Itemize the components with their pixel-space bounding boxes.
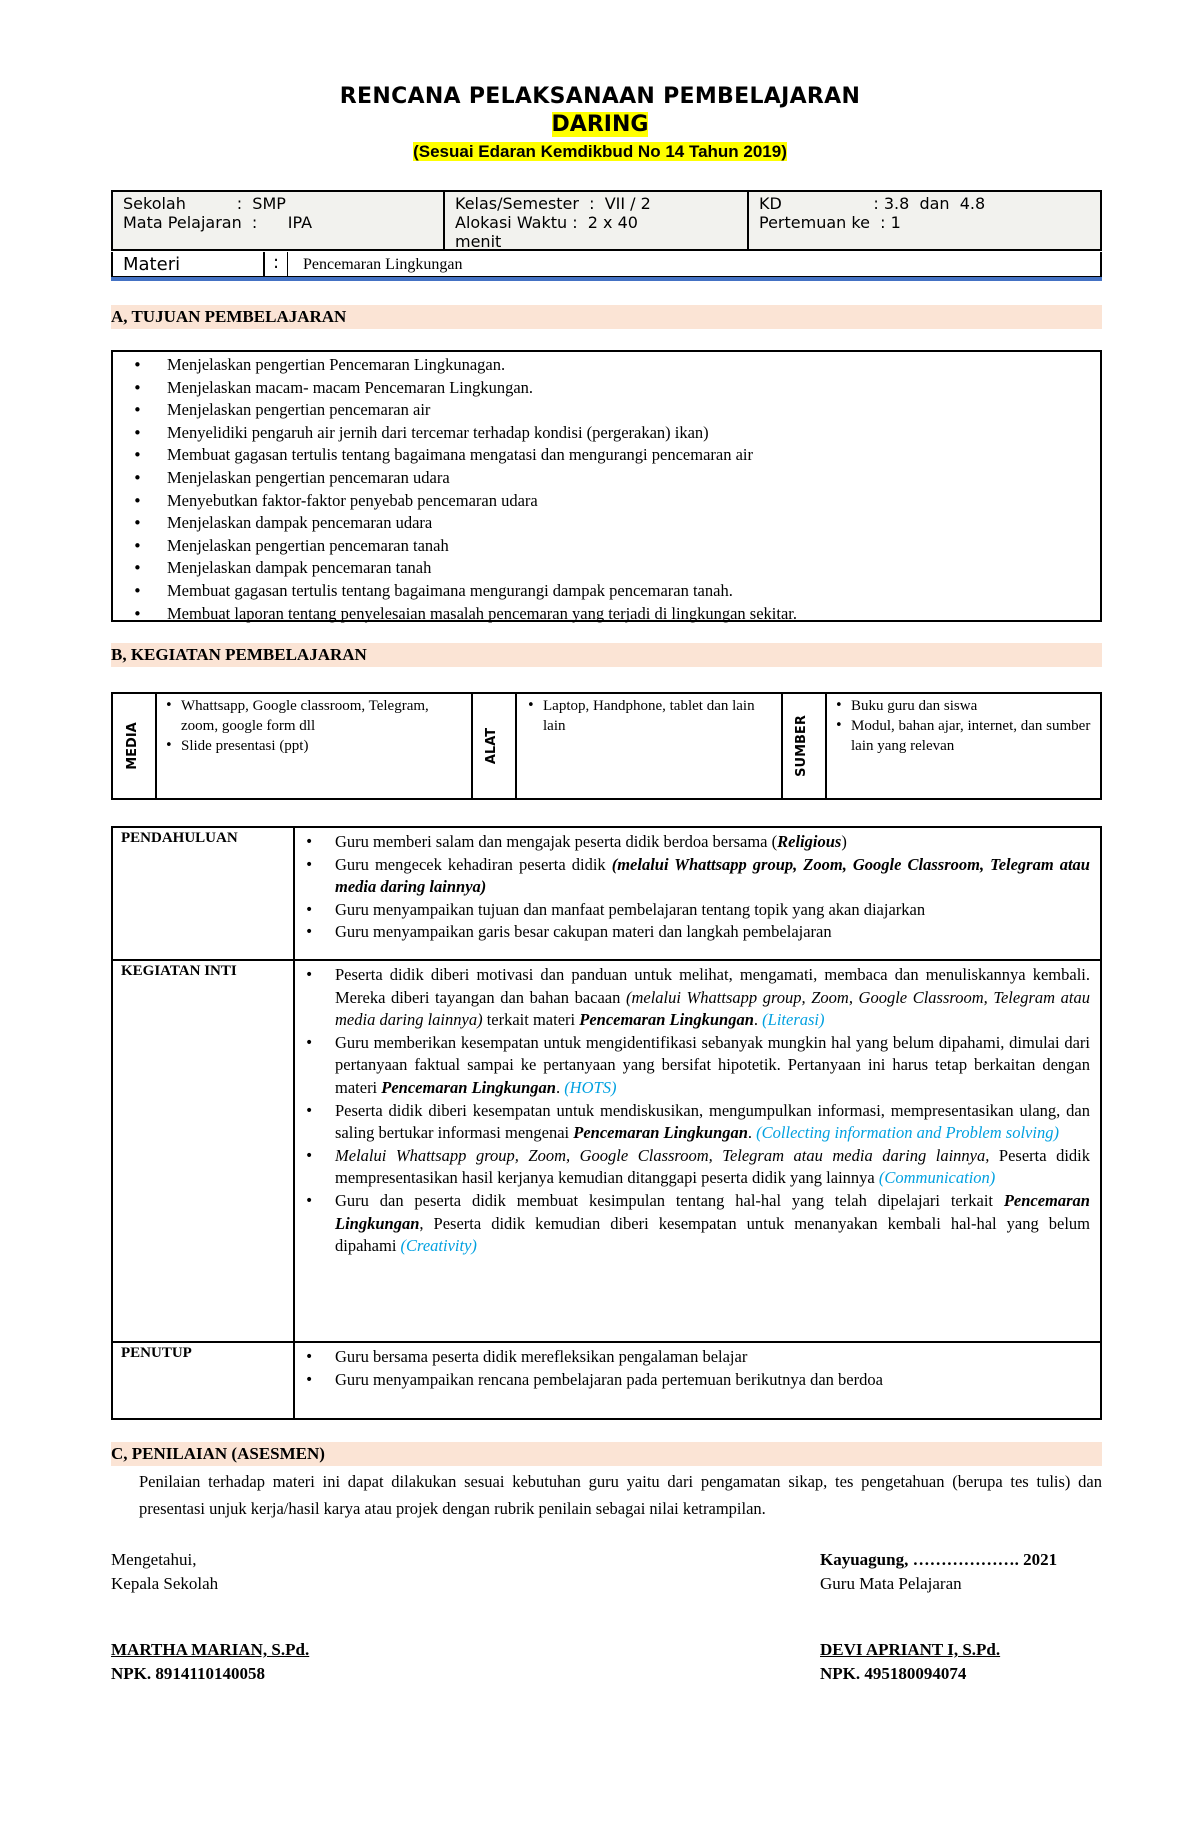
platform-note: Melalui Whattsapp group, Zoom, Google Classroom, Telegram atau media daring lainnya, <box>335 1145 990 1165</box>
kd-row: KD : 3.8 dan 4.8 <box>759 194 986 213</box>
media-box <box>111 692 1102 800</box>
alat-item: • Laptop, Handphone, tablet dan lain lain <box>523 696 773 736</box>
text: . <box>555 1077 565 1097</box>
text: . <box>753 1010 763 1030</box>
skill-tag: (Creativity) <box>400 1236 477 1256</box>
tujuan-item: • Menjelaskan macam- macam Pencemaran Lingkungan. <box>113 377 1100 400</box>
left-sign-line1: Mengetahui, <box>111 1550 197 1569</box>
text: Peserta didik mempresentasikan hasil kerjanya kemudian ditanggapi peserta didik yang lainnya <box>335 1145 1090 1188</box>
topic: Pencemaran Lingkungan <box>335 1190 1090 1233</box>
skill-tag: (Literasi) <box>762 1010 825 1030</box>
sumber-item: • Buku guru dan siswa <box>831 696 1093 716</box>
pendahuluan-item: • Guru menyampaikan tujuan dan manfaat pembelajaran tentang topik yang akan diajarkan <box>295 899 1090 922</box>
kelas-row: Kelas/Semester : VII / 2 <box>455 194 651 213</box>
media-label: MEDIA <box>125 722 140 770</box>
left-sign-line2: Kepala Sekolah <box>111 1574 219 1593</box>
section-c-heading: C, PENILAIAN (ASESMEN) <box>111 1442 1102 1466</box>
left-signature-block <box>111 1548 218 1596</box>
tujuan-item: • Menjelaskan dampak pencemaran udara <box>113 512 1100 535</box>
tujuan-item: • Menyelidiki pengaruh air jernih dari tercemar terhadap kondisi (pergerakan) ikan) <box>113 422 1100 445</box>
sekolah-row: Sekolah : SMP <box>123 194 286 213</box>
tujuan-item: • Menyebutkan faktor-faktor penyebab pencemaran udara <box>113 490 1100 513</box>
topic: Pencemaran Lingkungan <box>381 1077 556 1097</box>
document-title: RENCANA PELAKSANAAN PEMBELAJARAN <box>339 84 861 109</box>
penilaian-text: Penilaian terhadap materi ini dapat dilakukan sesuai kebutuhan guru yaitu dari pengamatan sikap, tes pengetahuan (berupa tes tulis) dan presentasi unjuk kerja/hasil karya atau projek dengan rubrik penilain sebagai nilai ketrampilan. <box>139 1472 1102 1518</box>
text: Guru mengecek kehadiran peserta didik <box>335 854 612 874</box>
tujuan-list <box>113 354 1100 625</box>
value-tag: Religious <box>777 832 842 851</box>
pendahuluan-list <box>295 831 1090 944</box>
identity-col-kd <box>747 192 1101 249</box>
inti-item <box>295 1032 1090 1100</box>
inti-label: KEGIATAN INTI <box>121 963 237 979</box>
tujuan-item: • Menjelaskan dampak pencemaran tanah <box>113 557 1100 580</box>
materi-underline <box>111 277 1102 281</box>
alat-label: ALAT <box>484 727 499 765</box>
tujuan-item: • Menjelaskan pengertian pencemaran air <box>113 399 1100 422</box>
platform-note: (melalui Whattsapp group, Zoom, Google Classroom, Telegram atau media daring lainnya) <box>335 854 1090 897</box>
document-mode <box>0 112 1200 137</box>
pendahuluan-item <box>295 854 1090 899</box>
sumber-label-cell <box>781 694 827 798</box>
penutup-label: PENUTUP <box>121 1345 192 1361</box>
pendahuluan-item: • Guru menyampaikan garis besar cakupan materi dan langkah pembelajaran <box>295 921 1090 944</box>
left-signer-npk: NPK. 8914110140058 <box>111 1664 265 1683</box>
text: terkait materi <box>482 1010 580 1030</box>
pendahuluan-label: PENDAHULUAN <box>121 830 238 846</box>
materi-value: Pencemaran Lingkungan <box>303 256 463 273</box>
inti-item <box>295 1145 1090 1190</box>
penutup-list <box>295 1346 1090 1391</box>
kegiatan-table <box>111 826 1102 1420</box>
document-subtitle <box>0 142 1200 162</box>
media-label-cell <box>113 694 157 798</box>
mode-highlight: DARING <box>551 112 649 137</box>
media-item: • Slide presentasi (ppt) <box>161 736 461 756</box>
left-signer-name: MARTHA MARIAN, S.Pd. <box>111 1640 310 1659</box>
materi-colon: : <box>263 252 288 276</box>
right-signature-block <box>820 1548 1057 1596</box>
inti-item <box>295 1190 1090 1258</box>
skill-tag: (Collecting information and Problem solving) <box>756 1123 1059 1143</box>
text: Guru memberikan kesempatan untuk mengidentifikasi sebanyak mungkin hal yang belum dipahami, dimulai dari pertanyaan faktual sampai ke pertanyaan yang bersifat hipotetik. Pertanyaan ini harus tetap berkaitan dengan materi <box>335 1032 1090 1097</box>
penutup-row <box>113 1343 1100 1418</box>
section-a-heading: A, TUJUAN PEMBELAJARAN <box>111 305 1102 329</box>
pertemuan-row: Pertemuan ke : 1 <box>759 213 901 232</box>
text: ) <box>841 832 847 851</box>
identity-box <box>111 190 1102 251</box>
pendahuluan-row <box>113 828 1100 959</box>
penutup-item: • Guru bersama peserta didik merefleksikan pengalaman belajar <box>295 1346 1090 1369</box>
alat-list <box>523 696 773 736</box>
topic: Pencemaran Lingkungan <box>579 1010 754 1030</box>
tujuan-item: • Menjelaskan pengertian Pencemaran Lingkunagan. <box>113 354 1100 377</box>
section-b-heading: B, KEGIATAN PEMBELAJARAN <box>111 643 1102 667</box>
inti-item <box>295 964 1090 1032</box>
text: , Peserta didik kemudian diberi kesempatan untuk menanyakan kembali hal-hal yang belum dipahami <box>335 1213 1090 1256</box>
sumber-item: • Modul, bahan ajar, internet, dan sumber lain yang relevan <box>831 716 1093 756</box>
topic: Pencemaran Lingkungan <box>573 1123 748 1143</box>
media-item: • Whattsapp, Google classroom, Telegram, zoom, google form dll <box>161 696 461 736</box>
skill-tag: (Communication) <box>878 1168 996 1188</box>
sumber-label: SUMBER <box>794 715 809 777</box>
sumber-list <box>831 696 1093 756</box>
materi-row <box>111 252 1102 278</box>
right-signer-npk: NPK. 495180094074 <box>820 1664 967 1683</box>
inti-item <box>295 1100 1090 1145</box>
pendahuluan-item <box>295 831 1090 854</box>
media-list <box>161 696 461 756</box>
platform-note: (melalui Whattsapp group, Zoom, Google Classroom, Telegram atau media daring lainnya) <box>335 987 1090 1030</box>
identity-col-school <box>113 192 443 249</box>
tujuan-item: • Menjelaskan pengertian pencemaran udara <box>113 467 1100 490</box>
inti-list <box>295 964 1090 1258</box>
alokasi-row: Alokasi Waktu : 2 x 40 <box>455 213 638 232</box>
right-sign-place-date: Kayuagung, ………………. 2021 <box>820 1550 1058 1569</box>
penutup-item: • Guru menyampaikan rencana pembelajaran pada pertemuan berikutnya dan berdoa <box>295 1369 1090 1392</box>
text: Guru memberi salam dan mengajak peserta didik berdoa bersama ( <box>335 832 778 851</box>
right-signer-name: DEVI APRIANT I, S.Pd. <box>820 1640 1001 1659</box>
tujuan-box <box>111 350 1102 622</box>
tujuan-item: • Membuat laporan tentang penyelesaian masalah pencemaran yang terjadi di lingkungan sekitar. <box>113 603 1100 626</box>
subtitle-highlight: (Sesuai Edaran Kemdikbud No 14 Tahun 2019) <box>413 142 787 161</box>
identity-col-class <box>443 192 747 249</box>
mapel-row: Mata Pelajaran : IPA <box>123 213 313 232</box>
tujuan-item: • Menjelaskan pengertian pencemaran tanah <box>113 535 1100 558</box>
text: Guru dan peserta didik membuat kesimpulan tentang hal-hal yang telah dipelajari terkait <box>335 1190 1004 1210</box>
text: Peserta didik diberi motivasi dan panduan untuk melihat, mengamati, membaca dan menuliskannya kembali. Mereka diberi tayangan dan bahan bacaan <box>335 965 1090 1007</box>
tujuan-item: • Membuat gagasan tertulis tentang bagaimana mengatasi dan mengurangi pencemaran air <box>113 444 1100 467</box>
right-sign-line2: Guru Mata Pelajaran <box>820 1574 962 1593</box>
alokasi-row-2: menit <box>455 232 502 251</box>
text: Peserta didik diberi kesempatan untuk mendiskusikan, mengumpulkan informasi, mempresentasikan ulang, dan saling bertukar informasi mengenai <box>335 1100 1090 1143</box>
alat-label-cell <box>471 694 517 798</box>
tujuan-item: • Membuat gagasan tertulis tentang bagaimana mengurangi dampak pencemaran tanah. <box>113 580 1100 603</box>
inti-row <box>113 961 1100 1341</box>
skill-tag: (HOTS) <box>564 1077 617 1097</box>
text: . <box>747 1123 753 1143</box>
materi-label: Materi <box>123 254 181 275</box>
